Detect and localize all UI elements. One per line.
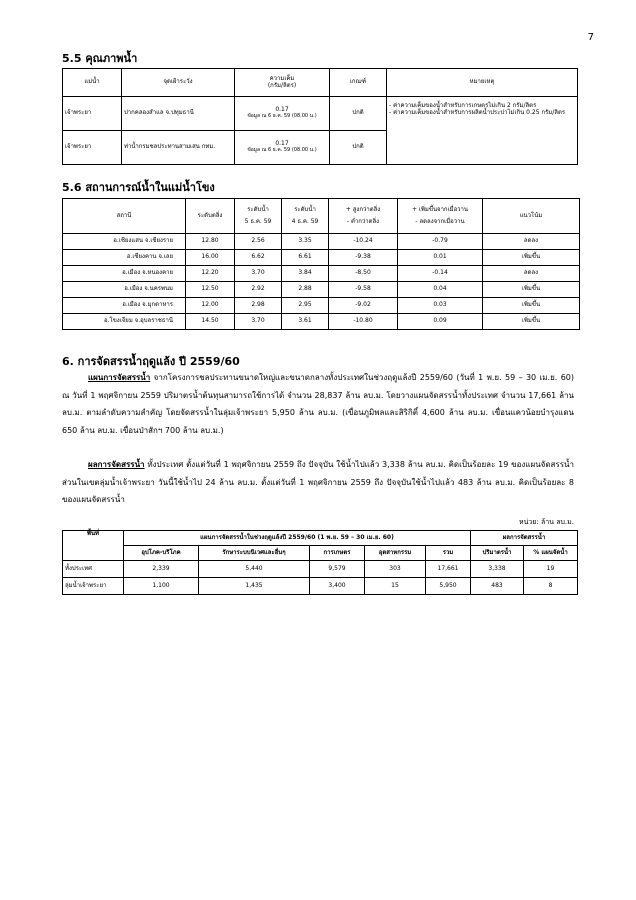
table-row	[63, 282, 580, 298]
col-agri: การเกษตร	[310, 546, 365, 561]
cell-d1: -9.02	[329, 298, 398, 314]
page-number: 7	[587, 32, 594, 43]
col-river: แม่น้ำ	[63, 69, 122, 97]
cell-bank: 14.50	[186, 314, 235, 330]
cell-l1: 3.70	[235, 266, 282, 282]
cell-trend: เพิ่มขึ้น	[483, 282, 580, 298]
cell-trend: ลดลง	[483, 234, 580, 250]
section-5-5-heading: 5.5 คุณภาพน้ำ	[62, 52, 138, 65]
col-criteria: เกณฑ์	[330, 69, 387, 97]
mekong-table	[62, 198, 580, 330]
plan-paragraph: แผนการจัดสรรน้ำ จากโครงการชลประทานขนาดใหญ่และขนาดกลางทั้งประเทศในช่วงฤดูแล้งปี 2559/60 (วันที่ 1 พ.ย. 59 – 30 เม.ย. 60) ณ วันที่ 1 พฤศจิกายน 2559 ปริมาตรน้ำต้นทุนสามารถใช้การได้ จำนวน 28,837 ล้าน ลบ.ม. โดยวางแผนจัดสรรน้ำทั้งประเทศ จำนวน 17,661 ล้าน ลบ.ม. ตามลำดับความสำคัญ โดยจัดสรรน้ำในลุ่มเจ้าพระยา 5,950 ล้าน ลบ.ม. (เขื่อนภูมิพลและสิริกิติ์ 4,600 ล้าน ลบ.ม. เขื่อนแควน้อยบำรุงแดน 650 ล้าน ลบ.ม. เขื่อนป่าสักฯ 700 ล้าน ลบ.ม.)	[62, 373, 574, 435]
table-row	[63, 298, 580, 314]
col-trend: แนวโน้ม	[483, 199, 580, 234]
cell-l2: 6.61	[282, 250, 329, 266]
cell-l1: 3.70	[235, 314, 282, 330]
col-industry: อุตสาหกรรม	[365, 546, 426, 561]
cell-l2: 2.88	[282, 282, 329, 298]
col-total: รวม	[426, 546, 471, 561]
section-6-heading: 6. การจัดสรรน้ำฤดูแล้ง ปี 2559/60	[62, 355, 240, 368]
cell-d1: -10.80	[329, 314, 398, 330]
cell-bank: 12.80	[186, 234, 235, 250]
cell-l2: 3.61	[282, 314, 329, 330]
cell-trend: เพิ่มขึ้น	[483, 298, 580, 314]
cell-d2: 0.04	[398, 282, 483, 298]
col-ecology: รักษาระบบนิเวศและอื่นๆ	[199, 546, 310, 561]
table-row: เจ้าพระยา ปากคลองสำแล จ.ปทุมธานี 0.17 ข้อมูล ณ 6 ธ.ค. 59 (08.00 น.) ปกติ - ค่าความเค็มของน้ำสำหรับการเกษตรไม่เกิน 2 กรัม/ลิตร - ค่าความเค็มของน้ำสำหรับการผลิตน้ำประปาไม่เกิน 0.25 กรัม/ลิตร	[63, 97, 578, 131]
cell-station: อ.เชียงคาน จ.เลย	[63, 250, 186, 266]
cell-station: อ.เมือง จ.มุกดาหาร	[63, 298, 186, 314]
table-row: ทั้งประเทศ 2,339 5,440 9,579 303 17,661 3,338 19	[63, 561, 578, 578]
cell-station: อ.เชียงแสน จ.เชียงราย	[63, 234, 186, 250]
cell-station: อ.เมือง จ.หนองคาย	[63, 266, 186, 282]
unit-label: หน่วย: ล้าน ลบ.ม.	[518, 518, 574, 526]
col-result: ผลการจัดสรรน้ำ	[471, 531, 578, 546]
col-diff-bank: + สูงกว่าตลิ่ง - ต่ำกว่าตลิ่ง	[329, 199, 398, 234]
col-remarks: หมายเหตุ	[387, 69, 578, 97]
cell-l1: 2.56	[235, 234, 282, 250]
section-5-6-heading: 5.6 สถานการณ์น้ำในแม่น้ำโขง	[62, 181, 215, 194]
result-label: ผลการจัดสรรน้ำ	[88, 460, 145, 469]
table-row	[63, 250, 580, 266]
cell-l1: 2.92	[235, 282, 282, 298]
cell-d1: -10.24	[329, 234, 398, 250]
col-plan: แผนการจัดสรรน้ำในช่วงฤดูแล้งปี 2559/60 (1 พ.ย. 59 – 30 เม.ย. 60)	[124, 531, 471, 546]
result-paragraph: ผลการจัดสรรน้ำ ทั้งประเทศ ตั้งแต่วันที่ 1 พฤศจิกายน 2559 ถึง ปัจจุบัน ใช้น้ำไปแล้ว 3,338 ล้าน ลบ.ม. คิดเป็นร้อยละ 19 ของแผนจัดสรรน้ำ ส่วนในเขตลุ่มน้ำเจ้าพระยา วันนี้ใช้น้ำไป 24 ล้าน ลบ.ม. ตั้งแต่วันที่ 1 พฤศจิกายน 2559 ถึง ปัจจุบันใช้น้ำไปแล้ว 483 ล้าน ลบ.ม. คิดเป็นร้อยละ 8 ของแผนจัดสรรน้ำ	[62, 460, 574, 504]
cell-l2: 2.95	[282, 298, 329, 314]
table-row: เจ้าพระยา ท่าน้ำกรมชลประทานสามเสน กทม. 0.17 ข้อมูล ณ 6 ธ.ค. 59 (08.00 น.) ปกติ	[63, 131, 578, 165]
col-percent: % แผนจัดน้ำ	[524, 546, 578, 561]
table-row	[63, 234, 580, 250]
cell-d1: -9.58	[329, 282, 398, 298]
cell-l1: 2.98	[235, 298, 282, 314]
cell-d2: 0.03	[398, 298, 483, 314]
cell-bank: 12.50	[186, 282, 235, 298]
cell-d2: -0.79	[398, 234, 483, 250]
cell-station: อ.โขงเจียม จ.อุบลราชธานี	[63, 314, 186, 330]
cell-l1: 6.62	[235, 250, 282, 266]
cell-bank: 12.20	[186, 266, 235, 282]
cell-l2: 3.35	[282, 234, 329, 250]
col-level1: ระดับน้ำ 5 ธ.ค. 59	[235, 199, 282, 234]
cell-trend: เพิ่มขึ้น	[483, 250, 580, 266]
col-consumption: อุปโภค-บริโภค	[124, 546, 199, 561]
cell-d2: -0.14	[398, 266, 483, 282]
cell-bank: 12.00	[186, 298, 235, 314]
allocation-table	[62, 530, 578, 595]
table-row: ลุ่มน้ำเจ้าพระยา 1,100 1,435 3,400 15 5,950 483 8	[63, 578, 578, 595]
table-row	[63, 314, 580, 330]
col-bank: ระดับตลิ่ง	[186, 199, 235, 234]
remarks-cell: - ค่าความเค็มของน้ำสำหรับการเกษตรไม่เกิน 2 กรัม/ลิตร - ค่าความเค็มของน้ำสำหรับการผลิตน้ำประปาไม่เกิน 0.25 กรัม/ลิตร	[387, 97, 578, 165]
col-diff-yesterday: + เพิ่มขึ้นจากเมื่อวาน - ลดลงจากเมื่อวาน	[398, 199, 483, 234]
col-station: จุดเฝ้าระวัง	[122, 69, 235, 97]
water-quality-table	[62, 68, 578, 165]
col-volume: ปริมาตรน้ำ	[471, 546, 524, 561]
table-row	[63, 266, 580, 282]
plan-label: แผนการจัดสรรน้ำ	[88, 373, 151, 382]
cell-bank: 16.00	[186, 250, 235, 266]
col-level2: ระดับน้ำ 4 ธ.ค. 59	[282, 199, 329, 234]
cell-d1: -9.38	[329, 250, 398, 266]
cell-trend: ลดลง	[483, 266, 580, 282]
col-area: พื้นที่	[63, 531, 124, 561]
col-station: สถานี	[63, 199, 186, 234]
cell-d2: 0.01	[398, 250, 483, 266]
cell-l2: 3.84	[282, 266, 329, 282]
cell-trend: เพิ่มขึ้น	[483, 314, 580, 330]
cell-d1: -8.50	[329, 266, 398, 282]
col-salinity: ความเค็ม (กรัม/ลิตร)	[235, 69, 330, 97]
cell-d2: 0.09	[398, 314, 483, 330]
cell-station: อ.เมือง จ.นครพนม	[63, 282, 186, 298]
